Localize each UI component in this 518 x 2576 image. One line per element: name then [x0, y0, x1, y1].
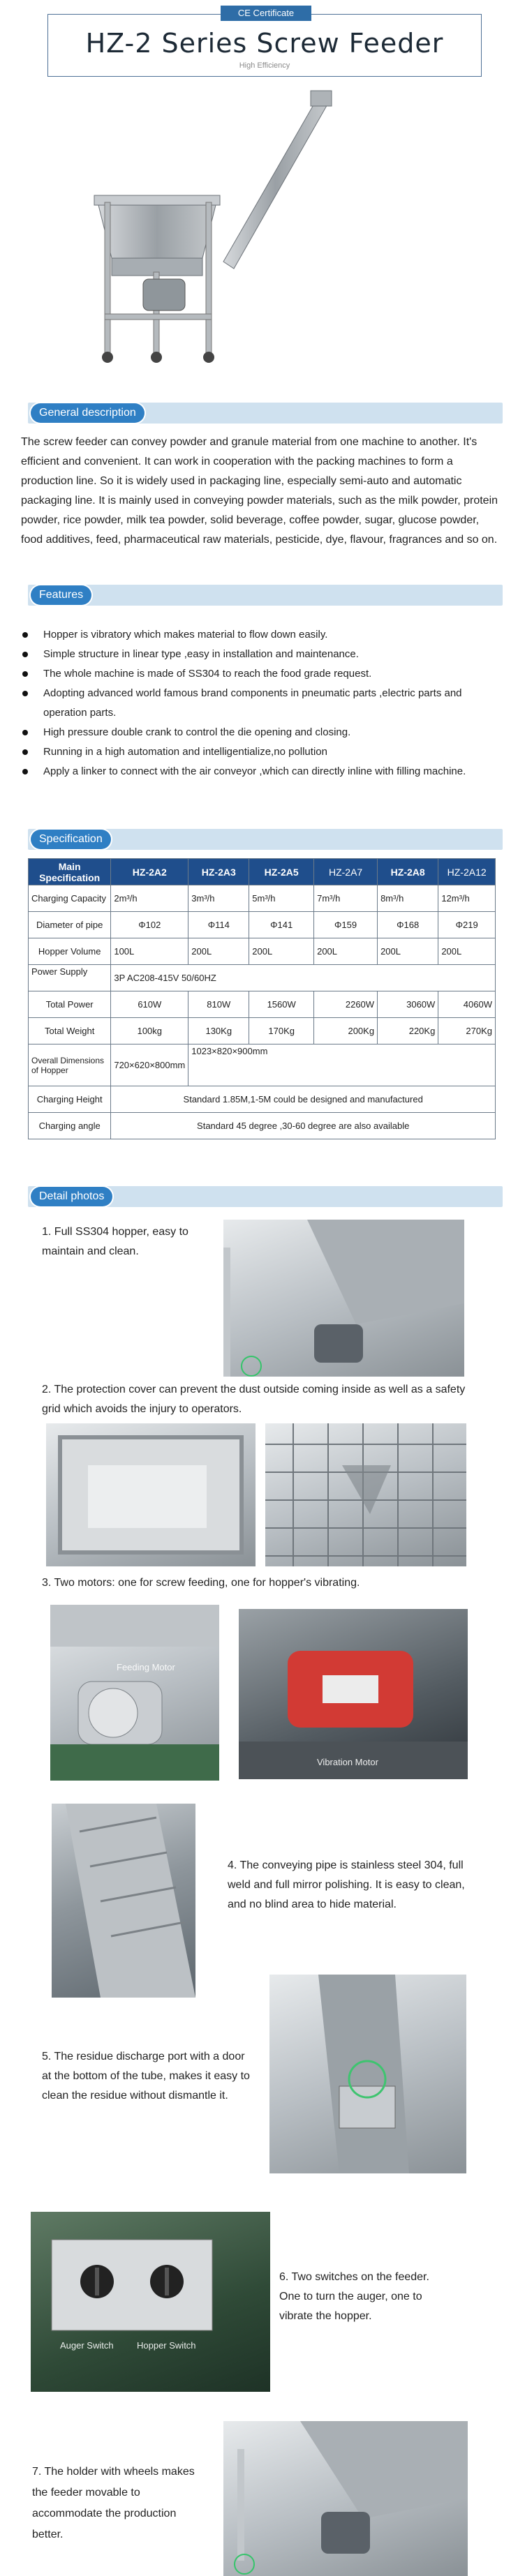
- spec-cell: 3m³/h: [188, 885, 249, 912]
- spec-cell: 200L: [188, 938, 249, 965]
- spec-header-cell: HZ-2A5: [249, 859, 314, 885]
- table-row: [29, 1086, 496, 1113]
- spec-cell: Φ114: [188, 912, 249, 938]
- detail-caption-3: 3. Two motors: one for screw feeding, one for hopper's vibrating.: [42, 1577, 360, 1589]
- feature-item: Hopper is vibratory which makes material to flow down easily.: [20, 625, 501, 645]
- spec-cell: 12m³/h: [438, 885, 496, 912]
- feature-item: Apply a linker to connect with the air conveyor ,which can directly inline with filling machine.: [20, 762, 501, 781]
- table-row: [29, 885, 496, 912]
- feeding-motor-label: Feeding Motor: [117, 1662, 175, 1672]
- spec-header-row: [29, 859, 496, 885]
- protection-cover-photo: [46, 1423, 256, 1566]
- spec-cell: 200Kg: [314, 1018, 378, 1044]
- switch-box-photo: [31, 2212, 270, 2392]
- ce-certificate-badge: CE Certificate: [221, 6, 311, 21]
- spec-row-label: Charging Capacity: [29, 885, 111, 912]
- spec-header-cell: HZ-2A7: [314, 859, 378, 885]
- spec-cell: 200L: [249, 938, 314, 965]
- feature-item: Simple structure in linear type ,easy in installation and maintenance.: [20, 645, 501, 664]
- feature-item: The whole machine is made of SS304 to reach the food grade request.: [20, 664, 501, 684]
- page-title: HZ-2 Series Screw Feeder: [85, 28, 444, 59]
- spec-cell: 2m³/h: [111, 885, 188, 912]
- spec-cell: Φ159: [314, 912, 378, 938]
- table-row: [29, 965, 496, 991]
- spec-row-label: Total Weight: [29, 1018, 111, 1044]
- detail-caption-1: 1. Full SS304 hopper, easy to maintain and clean.: [42, 1226, 188, 1257]
- feeding-motor-photo: [50, 1605, 219, 1781]
- detail-caption-2: 2. The protection cover can prevent the dust outside coming inside as well as a safety grid which avoids the injury to operators.: [42, 1384, 466, 1415]
- spec-header-cell: HZ-2A12: [438, 859, 496, 885]
- table-row: [29, 1018, 496, 1044]
- spec-cell: 100kg: [111, 1018, 188, 1044]
- spec-cell: 720×620×800mm: [111, 1044, 188, 1086]
- spec-cell: 200L: [378, 938, 438, 965]
- spec-cell: Standard 1.85M,1-5M could be designed and manufactured: [111, 1086, 496, 1113]
- spec-cell: 610W: [111, 991, 188, 1018]
- spec-cell: 100L: [111, 938, 188, 965]
- spec-row-label: Charging Height: [29, 1086, 111, 1113]
- general-description-text: The screw feeder can convey powder and granule material from one machine to another. It's efficient and convenient. It can work in cooperation with the packing machines to form a production line. So it is widely used in packaging line, especially semi-auto and automatic packaging line. It is mainly used in conveying powder materials, such as the milk powder, protein powder, rice powder, milk tea powder, solid beverage, coffee powder, sugar, glucose powder, food additives, feed, pharmaceutical raw materials, pesticide, dye, flavour, fragrances and so on.: [21, 436, 498, 546]
- spec-cell: 270Kg: [438, 1018, 496, 1044]
- spec-cell: 1560W: [249, 991, 314, 1018]
- spec-cell: 810W: [188, 991, 249, 1018]
- spec-row-label: Total Power: [29, 991, 111, 1018]
- features-list: [20, 625, 501, 781]
- spec-cell: 3060W: [378, 991, 438, 1018]
- detail-section-title: Detail photos: [31, 1187, 112, 1206]
- spec-cell: 1023×820×900mm: [188, 1044, 496, 1086]
- detail-caption-7: 7. The holder with wheels makes the feeder movable to accommodate the production better.: [32, 2466, 195, 2540]
- spec-cell: Φ141: [249, 912, 314, 938]
- feature-item: High pressure double crank to control the die opening and closing.: [20, 723, 501, 742]
- residue-discharge-photo: [269, 1975, 466, 2173]
- page-subtitle: High Efficiency: [239, 61, 290, 70]
- detail-caption-4: 4. The conveying pipe is stainless steel 304, full weld and full mirror polishing. It is easy to clean, and no blind area to hide material.: [228, 1859, 465, 1910]
- spec-header-cell: HZ-2A8: [378, 859, 438, 885]
- wheel-holder-photo: [223, 2421, 468, 2576]
- hopper-photo: [223, 1220, 464, 1377]
- table-row: [29, 1044, 496, 1086]
- spec-cell: 200L: [314, 938, 378, 965]
- safety-grid-photo: [265, 1423, 466, 1566]
- detail-caption-5: 5. The residue discharge port with a door at the bottom of the tube, makes it easy to clean the residue without dismantle it.: [42, 2051, 250, 2102]
- specification-table: [28, 858, 496, 1139]
- spec-cell: 4060W: [438, 991, 496, 1018]
- spec-cell: 170Kg: [249, 1018, 314, 1044]
- spec-row-label: Charging angle: [29, 1113, 111, 1139]
- spec-row-label: Hopper Volume: [29, 938, 111, 965]
- table-row: [29, 938, 496, 965]
- vibration-motor-label: Vibration Motor: [317, 1757, 378, 1767]
- product-hero-image: [84, 84, 342, 377]
- features-section-bar: [28, 585, 503, 606]
- features-section-title: Features: [31, 585, 91, 605]
- spec-cell: 8m³/h: [378, 885, 438, 912]
- feature-item: Running in a high automation and intelligentialize,no pollution: [20, 742, 501, 762]
- table-row: [29, 912, 496, 938]
- spec-cell: Φ102: [111, 912, 188, 938]
- vibration-motor-photo: [239, 1609, 468, 1779]
- spec-cell: Φ168: [378, 912, 438, 938]
- spec-cell: 2260W: [314, 991, 378, 1018]
- spec-row-label: Overall Dimensions of Hopper: [29, 1044, 111, 1086]
- detail-caption-6: 6. Two switches on the feeder. One to turn the auger, one to vibrate the hopper.: [279, 2271, 429, 2322]
- spec-header-cell: HZ-2A2: [111, 859, 188, 885]
- spec-cell: 5m³/h: [249, 885, 314, 912]
- spec-cell: Φ219: [438, 912, 496, 938]
- spec-header-cell: HZ-2A3: [188, 859, 249, 885]
- specification-section-title: Specification: [31, 830, 111, 849]
- general-section-title: General description: [31, 403, 145, 423]
- spec-cell: Standard 45 degree ,30-60 degree are also available: [111, 1113, 496, 1139]
- feature-item: Adopting advanced world famous brand components in pneumatic parts ,electric parts and operation parts.: [20, 684, 501, 723]
- conveying-pipe-photo: [52, 1804, 195, 1998]
- spec-cell: 200L: [438, 938, 496, 965]
- spec-cell: 130Kg: [188, 1018, 249, 1044]
- spec-cell: 7m³/h: [314, 885, 378, 912]
- spec-row-label: Power Supply: [29, 965, 111, 991]
- spec-header-cell: Main Specification: [29, 859, 111, 885]
- table-row: [29, 1113, 496, 1139]
- table-row: [29, 991, 496, 1018]
- spec-cell: 220Kg: [378, 1018, 438, 1044]
- hopper-switch-label: Hopper Switch: [137, 2340, 196, 2351]
- auger-switch-label: Auger Switch: [60, 2340, 114, 2351]
- spec-cell: 3P AC208-415V 50/60HZ: [111, 965, 496, 991]
- spec-row-label: Diameter of pipe: [29, 912, 111, 938]
